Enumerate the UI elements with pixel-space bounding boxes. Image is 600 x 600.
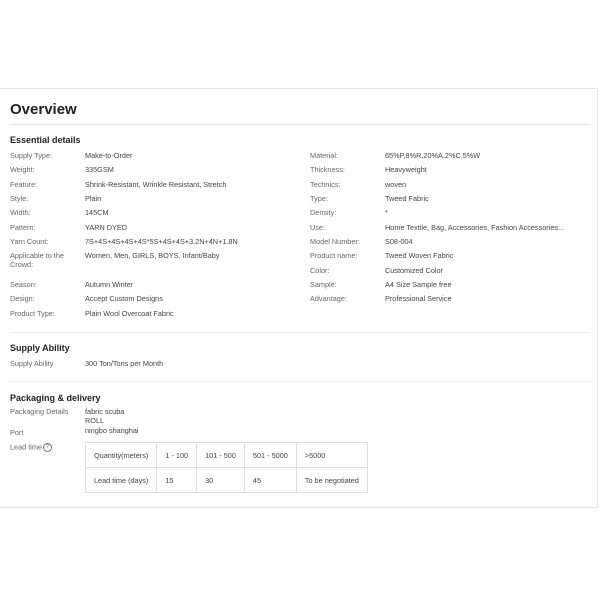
detail-value: Professional Service xyxy=(385,294,452,303)
detail-row-style xyxy=(10,195,300,207)
detail-label: Style: xyxy=(10,194,29,203)
detail-label: Width: xyxy=(10,208,31,217)
detail-label: Supply Ability xyxy=(10,359,54,368)
detail-value: Autumn Winter xyxy=(85,280,134,289)
detail-value: 145CM xyxy=(85,208,109,217)
table-cell: Lead time (days) xyxy=(86,468,157,493)
detail-label: Packaging Details xyxy=(10,407,69,416)
detail-label: Color: xyxy=(310,266,330,275)
packaging-delivery-heading: Packaging & delivery xyxy=(10,393,101,403)
detail-label: Supply Type: xyxy=(10,151,53,160)
table-row xyxy=(86,443,368,468)
detail-row-pattern xyxy=(10,224,300,236)
detail-label: Feature: xyxy=(10,180,38,189)
table-cell: 45 xyxy=(244,468,296,493)
detail-value: Women, Men, GIRLS, BOYS, Infant/Baby xyxy=(85,251,220,260)
detail-value: Plain xyxy=(85,194,102,203)
detail-label: Yarn Count: xyxy=(10,237,49,246)
detail-label: Design: xyxy=(10,294,35,303)
port-value: ningbo shanghai xyxy=(85,426,139,435)
detail-value: 300 Ton/Tons per Month xyxy=(85,359,164,368)
detail-label: Pattern: xyxy=(10,223,36,232)
detail-label: Port xyxy=(10,428,24,437)
detail-row-yarn-count xyxy=(10,238,300,250)
detail-value: 335GSM xyxy=(85,165,114,174)
lead-time-table xyxy=(85,442,368,493)
supply-ability-row xyxy=(10,360,300,372)
detail-value: Customized Color xyxy=(385,266,443,275)
detail-value: Shrink-Resistant, Wrinkle Resistant, Stretch xyxy=(85,180,227,189)
detail-label: Sample: xyxy=(310,280,337,289)
table-cell: 1 - 100 xyxy=(157,443,197,468)
detail-value: Tweed Fabric xyxy=(385,194,429,203)
section-divider xyxy=(10,381,590,382)
port-row xyxy=(10,427,300,439)
detail-label: Material: xyxy=(310,151,338,160)
lead-time-label-wrap xyxy=(10,443,82,452)
detail-label: Product Type: xyxy=(10,309,55,318)
detail-row-use xyxy=(310,224,590,236)
table-cell: 30 xyxy=(197,468,245,493)
detail-row-design xyxy=(10,295,300,307)
detail-row-type xyxy=(310,195,590,207)
detail-label: Product name: xyxy=(310,251,358,260)
detail-row-width xyxy=(10,209,300,221)
detail-value: YARN DYED xyxy=(85,223,128,232)
packaging-details-line1: fabric scuba xyxy=(85,407,125,416)
detail-value: woven xyxy=(385,180,407,189)
detail-value: Make-to-Order xyxy=(85,151,133,160)
detail-label: Use: xyxy=(310,223,326,232)
detail-row-material xyxy=(310,152,590,164)
detail-value: Plain Wool Overcoat Fabric xyxy=(85,309,174,318)
detail-row-applicable-crowd xyxy=(10,252,300,272)
table-cell: 15 xyxy=(157,468,197,493)
detail-value: A4 Size Sample free xyxy=(385,280,452,289)
detail-label: Weight: xyxy=(10,165,35,174)
detail-row-advantage xyxy=(310,295,590,307)
table-row xyxy=(86,468,368,493)
detail-label: Density: xyxy=(310,208,337,217)
table-cell: >5000 xyxy=(296,443,367,468)
table-cell: 501 - 5000 xyxy=(244,443,296,468)
detail-value: Home Textile, Bag, Accessories, Fashion Accessories... xyxy=(385,223,565,232)
detail-label: Technics: xyxy=(310,180,341,189)
packaging-details-line2: ROLL xyxy=(85,416,105,425)
overview-title: Overview xyxy=(10,101,77,118)
detail-row-product-type xyxy=(10,310,300,322)
detail-row-model-number xyxy=(310,238,590,250)
section-divider xyxy=(10,332,590,333)
detail-row-supply-type xyxy=(10,152,300,164)
detail-row-density xyxy=(310,209,590,221)
detail-value: Heavyweight xyxy=(385,165,427,174)
detail-value: S08-004 xyxy=(385,237,413,246)
detail-label: Advantage: xyxy=(310,294,347,303)
detail-value: * xyxy=(385,208,388,217)
detail-label: Season: xyxy=(10,280,37,289)
detail-label: Model Number: xyxy=(310,237,360,246)
supply-ability-heading: Supply Ability xyxy=(10,343,70,353)
detail-row-season xyxy=(10,281,300,293)
table-cell: To be negotiated xyxy=(296,468,367,493)
detail-value: Accept Custom Designs xyxy=(85,294,163,303)
table-cell: Quantity(meters) xyxy=(86,443,157,468)
detail-value: 7S+4S+4S+4S+4S*5S+4S+4S+3.2N+4N+1.8N xyxy=(85,237,238,246)
detail-row-thickness xyxy=(310,166,590,178)
detail-label: Type: xyxy=(310,194,328,203)
detail-value: Tweed Woven Fabric xyxy=(385,251,454,260)
detail-label: Lead time xyxy=(10,442,43,452)
detail-row-sample xyxy=(310,281,590,293)
detail-row-technics xyxy=(310,181,590,193)
detail-row-feature xyxy=(10,181,300,193)
detail-row-color xyxy=(310,267,590,279)
title-divider xyxy=(10,124,590,125)
detail-row-product-name xyxy=(310,252,590,264)
table-cell: 101 - 500 xyxy=(197,443,245,468)
detail-label: Applicable to the Crowd: xyxy=(10,251,64,269)
detail-value: 65%P,8%R,20%A,2%C,5%W xyxy=(385,151,481,160)
packaging-details-row xyxy=(10,408,300,426)
detail-row-weight xyxy=(10,166,300,178)
question-circle-icon[interactable]: ? xyxy=(43,443,52,452)
detail-label: Thickness: xyxy=(310,165,345,174)
essential-details-heading: Essential details xyxy=(10,135,81,145)
